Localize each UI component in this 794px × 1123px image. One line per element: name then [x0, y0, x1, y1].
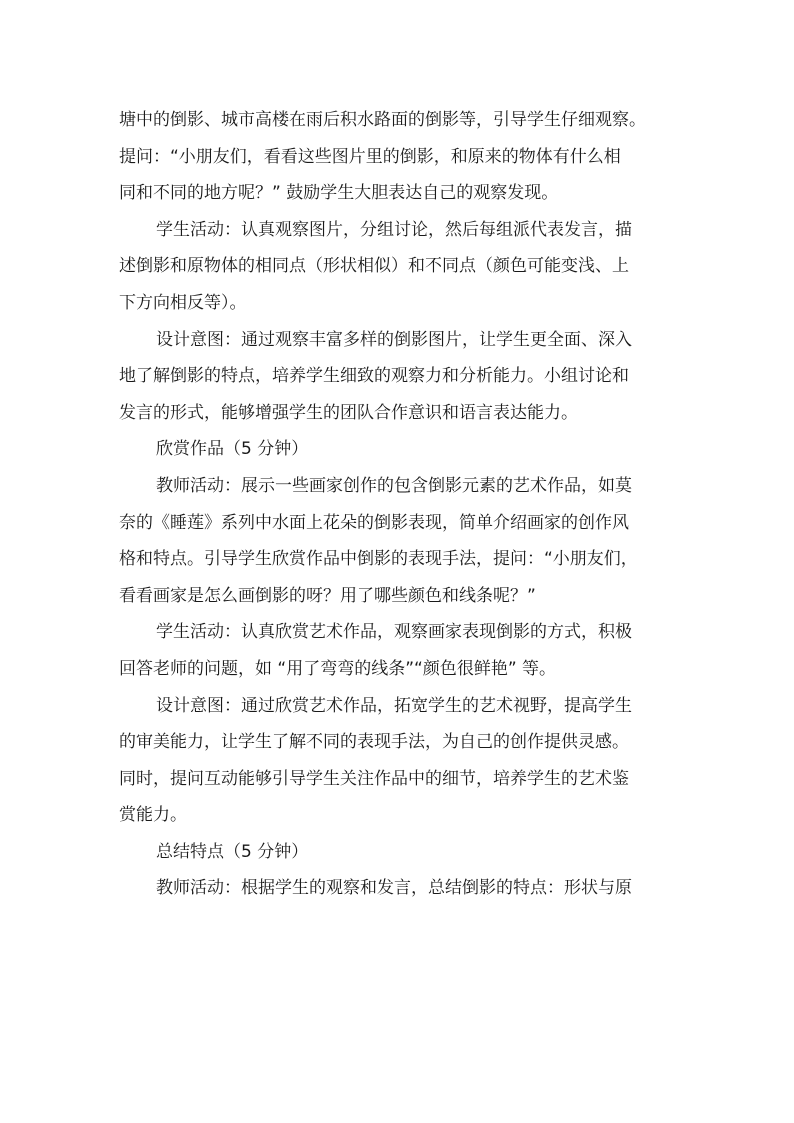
text-line: 述倒影和原物体的相同点（形状相似）和不同点（颜色可能变浅、上	[119, 256, 629, 277]
text-line: 发言的形式，能够增强学生的团队合作意识和语言表达能力。	[119, 402, 578, 423]
text-line: 回答老师的问题，如 “用了弯弯的线条”“颜色很鲜艳” 等。	[119, 658, 557, 679]
section-heading: 欣赏作品（5 分钟）	[156, 439, 309, 460]
text-line: 塘中的倒影、城市高楼在雨后积水路面的倒影等，引导学生仔细观察。	[119, 110, 646, 130]
text-line: 设计意图：通过欣赏艺术作品，拓宽学生的艺术视野，提高学生	[156, 695, 632, 716]
text-line: 地了解倒影的特点，培养学生细致的观察力和分析能力。小组讨论和	[119, 366, 629, 387]
text-line: 奈的《睡莲》系列中水面上花朵的倒影表现，简单介绍画家的创作风	[119, 512, 629, 533]
text-line: 看看画家是怎么画倒影的呀？用了哪些颜色和线条呢？”	[119, 585, 536, 606]
text-line: 提问：“小朋友们，看看这些图片里的倒影，和原来的物体有什么相	[119, 146, 621, 167]
text-line: 下方向相反等）。	[119, 292, 247, 313]
text-line: 教师活动：根据学生的观察和发言，总结倒影的特点：形状与原	[156, 878, 632, 899]
text-line: 格和特点。引导学生欣赏作品中倒影的表现手法，提问：“小朋友们，	[119, 549, 638, 570]
text-line: 赏能力。	[119, 805, 187, 826]
text-line: 同和不同的地方呢？” 鼓励学生大胆表达自己的观察发现。	[119, 183, 559, 204]
text-line: 教师活动：展示一些画家创作的包含倒影元素的艺术作品，如莫	[156, 475, 632, 496]
text-line: 学生活动：认真观察图片，分组讨论，然后每组派代表发言，描	[156, 219, 632, 240]
text-line: 学生活动：认真欣赏艺术作品，观察画家表现倒影的方式，积极	[156, 622, 632, 643]
section-heading: 总结特点（5 分钟）	[156, 841, 309, 862]
body-text	[119, 102, 681, 907]
text-line: 同时，提问互动能够引导学生关注作品中的细节，培养学生的艺术鉴	[119, 768, 629, 789]
text-line: 设计意图：通过观察丰富多样的倒影图片，让学生更全面、深入	[156, 329, 632, 350]
text-line: 的审美能力，让学生了解不同的表现手法，为自己的创作提供灵感。	[119, 732, 629, 753]
